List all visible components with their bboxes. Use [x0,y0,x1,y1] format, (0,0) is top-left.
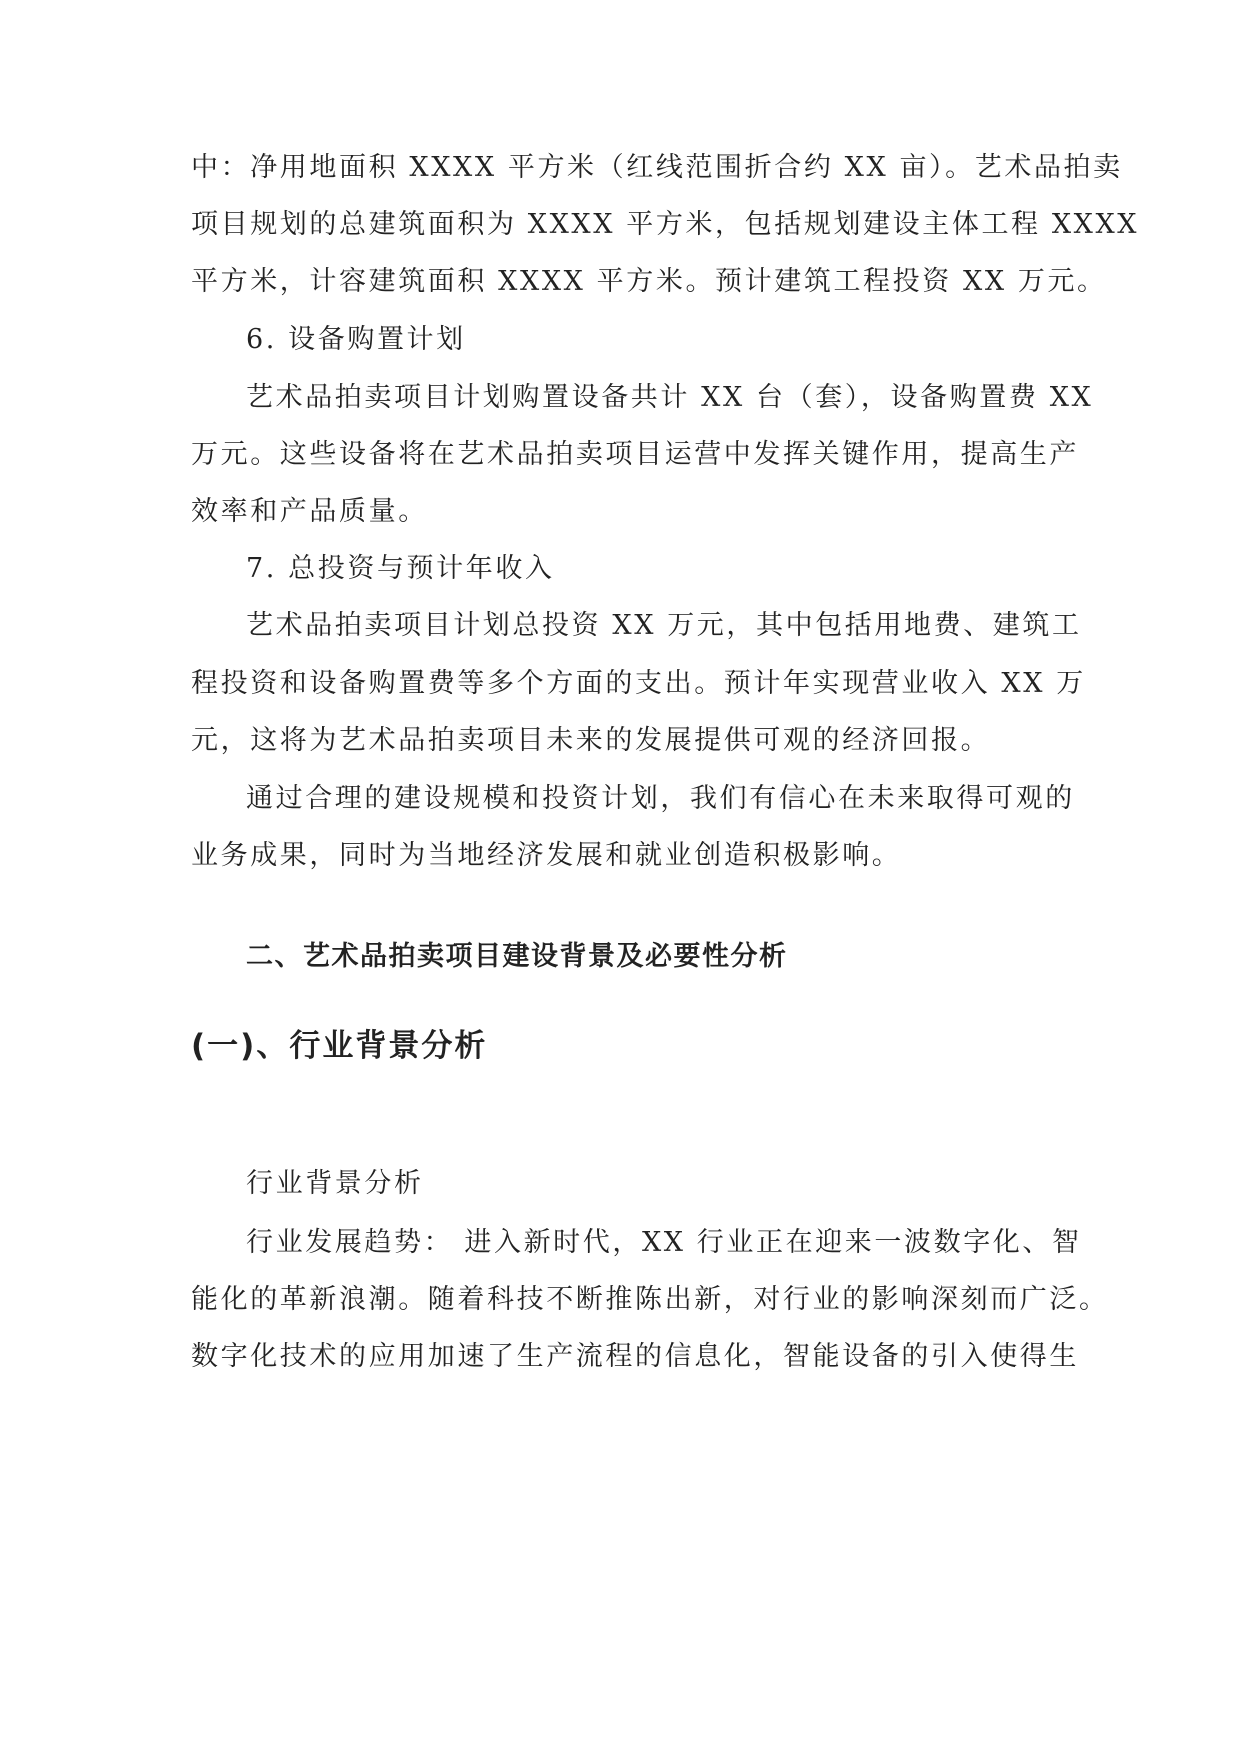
paragraph-line: 艺术品拍卖项目计划总投资 XX 万元，其中包括用地费、建筑工 [246,610,1082,641]
paragraph-line: 通过合理的建设规模和投资计划，我们有信心在未来取得可观的 [246,783,1075,814]
subsection-1-label: 行业背景分析 [246,1168,424,1199]
section-2-heading: 二、艺术品拍卖项目建设背景及必要性分析 [246,941,788,972]
paragraph-line: 能化的革新浪潮。随着科技不断推陈出新，对行业的影响深刻而广泛。 [191,1284,1109,1315]
item-6-heading: 6. 设备购置计划 [246,324,466,355]
item-7-heading: 7. 总投资与预计年收入 [246,553,555,584]
paragraph-line: 万元。这些设备将在艺术品拍卖项目运营中发挥关键作用，提高生产 [191,439,1079,470]
paragraph-line: 行业发展趋势： 进入新时代，XX 行业正在迎来一波数字化、智 [246,1227,1082,1258]
paragraph-line: 程投资和设备购置费等多个方面的支出。预计年实现营业收入 XX 万 [191,668,1086,699]
paragraph-line: 项目规划的总建筑面积为 XXXX 平方米，包括规划建设主体工程 XXXX [191,209,1140,240]
subsection-1-heading: (一)、行业背景分析 [191,1028,488,1064]
paragraph-line: 平方米，计容建筑面积 XXXX 平方米。预计建筑工程投资 XX 万元。 [191,266,1107,297]
paragraph-line: 中：净用地面积 XXXX 平方米（红线范围折合约 XX 亩）。艺术品拍卖 [191,152,1123,183]
paragraph-line: 业务成果，同时为当地经济发展和就业创造积极影响。 [191,840,902,871]
paragraph-line: 艺术品拍卖项目计划购置设备共计 XX 台（套），设备购置费 XX [246,382,1094,413]
paragraph-line: 数字化技术的应用加速了生产流程的信息化，智能设备的引入使得生 [191,1341,1079,1372]
paragraph-line: 元，这将为艺术品拍卖项目未来的发展提供可观的经济回报。 [191,725,991,756]
paragraph-line: 效率和产品质量。 [191,496,428,527]
